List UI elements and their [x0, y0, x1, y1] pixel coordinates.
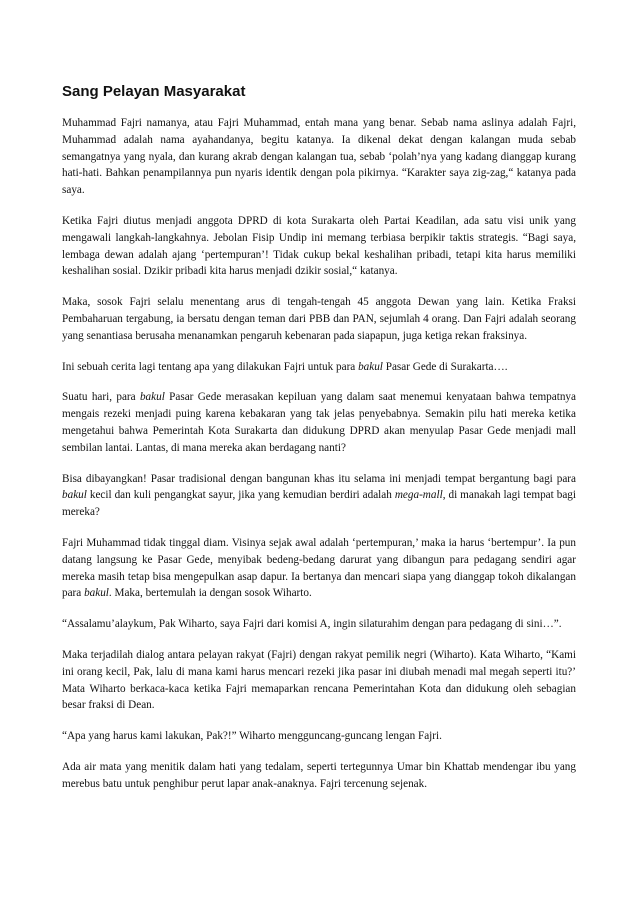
paragraph-5-text-a: Suatu hari, para	[62, 391, 140, 404]
paragraph-7-text-b: . Maka, bertemulah ia dengan sosok Wiharto.	[108, 587, 312, 600]
paragraph-10: “Apa yang harus kami lakukan, Pak?!” Wiharto mengguncang-guncang lengan Fajri.	[62, 730, 442, 743]
paragraph-7	[62, 535, 576, 602]
paragraph-4-text-a: Ini sebuah cerita lagi tentang apa yang dilakukan Fajri untuk para	[62, 360, 359, 373]
paragraph-4-italic: bakul	[358, 360, 383, 373]
paragraph-5-text-b: Pasar Gede merasakan kepiluan yang dalam saat menemui kenyataan bahwa tempatnya mengais rezeki menjadi puing karena kebakaran yang tak jelas penyebabnya. Semakin pilu hati mereka ketika mengetahui bahwa Pemerintah Kota Surakarta dan didukung DPRD akan menyulap Pasar Gede menjadi mall sembilan lantai. Lantas, di mana mereka akan berdagang nanti?	[62, 391, 576, 454]
paragraph-6-italic-1: bakul	[62, 489, 87, 502]
paragraph-5-italic: bakul	[139, 391, 165, 404]
paragraph-7-italic: bakul	[84, 587, 109, 600]
paragraph-6-text-a: Bisa dibayangkan! Pasar tradisional dengan bangunan khas itu selama ini menjadi tempat bergantung bagi para	[62, 472, 576, 485]
paragraph-7-text-a: Fajri Muhammad tidak tinggal diam. Visinya sejak awal adalah ‘pertempuran,’ maka ia harus ‘bertempur’. Ia pun datang langsung ke Pasar Gede, menyibak bedeng-bedang darurat yang dibangun para pedagang sendiri agar mereka masih tetap bisa mengepulkan asap dapur. Ia bertanya dan mencari siapa yang dianggap tokoh dikalangan para	[62, 536, 576, 600]
paragraph-11: Ada air mata yang menitik dalam hati yang tedalam, seperti tertegunnya Umar bin Khattab mendengar ibu yang merebus batu untuk penghibur perut lapar anak-anaknya. Fajri tercenung sejenak.	[62, 760, 576, 790]
paragraph-5	[62, 389, 576, 456]
paragraph-4	[62, 359, 576, 376]
paragraph-1: Muhammad Fajri namanya, atau Fajri Muhammad, entah mana yang benar. Sebab nama aslinya adalah Fajri, Muhammad adalah nama ayahandanya, begitu katanya. Ia dikenal dekat dengan kalangan muda sebab semangatnya yang nyala, dan kurang akrab dengan kalangan tua, sebab ‘polah’nya yang kadang dianggap kurang hati-hati. Bahkan penampilannya pun nyaris identik dengan pola pikirnya. “Karakter saya zig-zag,“ katanya pada saya.	[62, 117, 576, 197]
article-title: Sang Pelayan Masyarakat	[62, 83, 246, 100]
paragraph-3: Maka, sosok Fajri selalu menentang arus di tengah-tengah 45 anggota Dewan yang lain. Ketika Fraksi Pembaharuan tergabung, ia bersatu dengan teman dari PBB dan PAN, sejumlah 4 orang. Dan Fajri adalah seorang yang senantiasa berusaha menanamkan pengaruh kebenaran pada siapapun, juga ketiga rekan fraksinya.	[62, 296, 576, 342]
paragraph-6-text-c: , di manakah lagi tempat bagi mereka?	[62, 489, 577, 519]
paragraph-6-italic-2: mega-mall	[394, 489, 443, 502]
paragraph-4-text-b: Pasar Gede di Surakarta….	[382, 360, 508, 373]
paragraph-2: Ketika Fajri diutus menjadi anggota DPRD di kota Surakarta oleh Partai Keadilan, ada satu visi unik yang mengawali langkah-langkahnya. Jebolan Fisip Undip ini memang terbiasa berpikir taktis strategis. “Bagi saya, lembaga dewan adalah ajang ‘pertempuran’! Tidak cukup bekal keshalihan pribadi, tetapi kita harus memiliki keshalihan sosial. Dzikir pribadi kita harus menjadi dzikir sosial,“ katanya.	[62, 214, 576, 278]
paragraph-6	[62, 471, 576, 521]
paragraph-8: “Assalamu’alaykum, Pak Wiharto, saya Fajri dari komisi A, ingin silaturahim dengan para pedagang di sini…”.	[62, 618, 562, 631]
paragraph-9: Maka terjadilah dialog antara pelayan rakyat (Fajri) dengan rakyat pemilik negri (Wiharto). Kata Wiharto, “Kami ini orang kecil, Pak, lalu di mana kami harus mencari rezeki jika pasar ini diubah menadi mal megah seperti itu?’ Mata Wiharto berkaca-kaca ketika Fajri memaparkan rencana Pemerintahan Kota dan didukung oleh sebagian besar fraksi di Dean.	[62, 648, 576, 712]
paragraph-6-text-b: kecil dan kuli pengangkat sayur, jika yang kemudian berdiri adalah	[86, 489, 395, 502]
